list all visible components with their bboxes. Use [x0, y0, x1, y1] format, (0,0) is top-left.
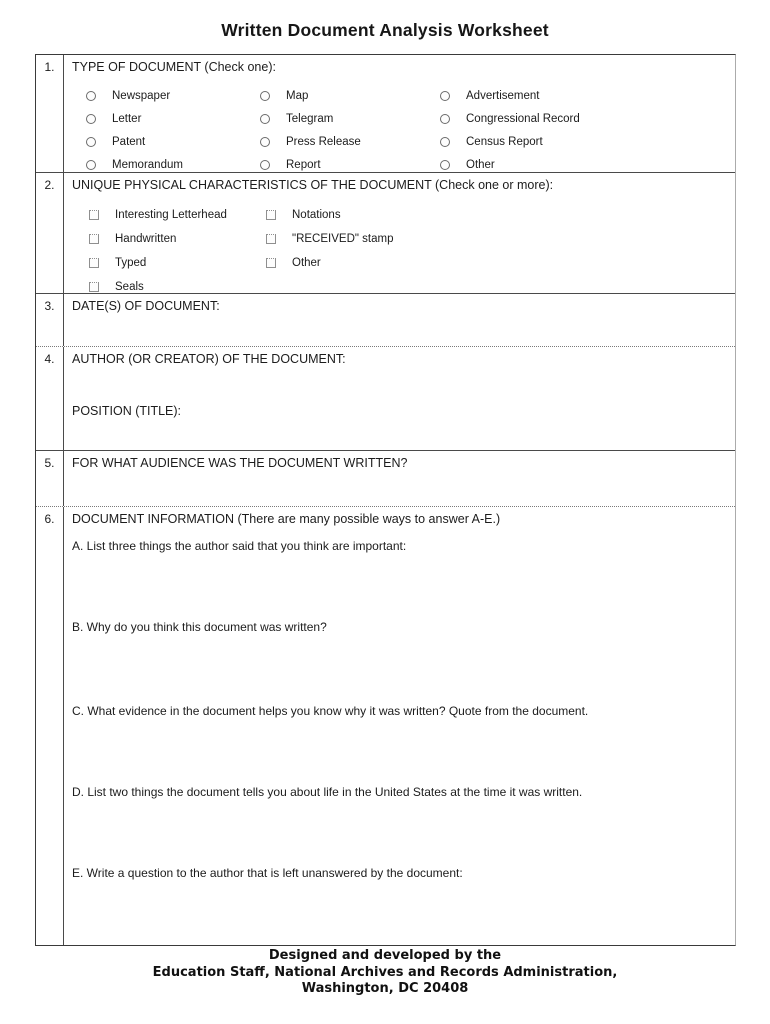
type-options-grid	[86, 84, 729, 176]
section-heading: DOCUMENT INFORMATION (There are many possible ways to answer A-E.)	[72, 512, 501, 526]
radio-label: Press Release	[286, 135, 361, 148]
checkbox-label: Interesting Letterhead	[115, 209, 227, 221]
checkbox-option-typed[interactable]	[89, 251, 266, 275]
characteristics-column-1	[89, 203, 266, 299]
checkbox-option-interesting-letterhead[interactable]	[89, 203, 266, 227]
radio-label: Patent	[112, 135, 146, 148]
radio-option-press-release[interactable]	[260, 130, 440, 153]
radio-label: Other	[466, 158, 495, 171]
page-title: Written Document Analysis Worksheet	[221, 20, 549, 40]
section-number: 1.	[36, 55, 64, 172]
radio-label: Memorandum	[112, 158, 183, 171]
radio-icon[interactable]	[86, 160, 96, 170]
radio-icon[interactable]	[86, 137, 96, 147]
radio-icon[interactable]	[260, 137, 270, 147]
answer-area-audience[interactable]	[64, 451, 735, 506]
radio-option-newspaper[interactable]	[86, 84, 260, 107]
section-heading: UNIQUE PHYSICAL CHARACTERISTICS OF THE DOCUMENT (Check one or more):	[72, 178, 554, 192]
radio-label: Map	[286, 89, 309, 102]
radio-option-map[interactable]	[260, 84, 440, 107]
radio-icon[interactable]	[86, 91, 96, 101]
checkbox-label: Typed	[115, 257, 147, 269]
checkbox-label: Notations	[292, 209, 341, 221]
radio-label: Telegram	[286, 112, 334, 125]
radio-icon[interactable]	[260, 91, 270, 101]
radio-option-census-report[interactable]	[440, 130, 580, 153]
section-number: 2.	[36, 173, 64, 293]
radio-icon[interactable]	[260, 160, 270, 170]
radio-label: Letter	[112, 112, 142, 125]
section-number: 5.	[36, 451, 64, 506]
question-e: E. Write a question to the author that is left unanswered by the document:	[72, 866, 463, 880]
answer-area-author[interactable]	[64, 347, 735, 450]
section-number: 3.	[36, 294, 64, 346]
checkbox-label: Other	[292, 257, 321, 269]
checkbox-icon[interactable]	[89, 234, 99, 244]
radio-icon[interactable]	[440, 160, 450, 170]
section-heading: FOR WHAT AUDIENCE WAS THE DOCUMENT WRITTEN?	[72, 456, 408, 470]
radio-label: Newspaper	[112, 89, 171, 102]
checkbox-icon[interactable]	[89, 258, 99, 268]
radio-option-letter[interactable]	[86, 107, 260, 130]
checkbox-option-other[interactable]	[266, 251, 393, 275]
section-audience	[36, 450, 735, 506]
radio-label: Report	[286, 158, 321, 171]
section-heading: AUTHOR (OR CREATOR) OF THE DOCUMENT:	[72, 352, 346, 366]
section-content	[64, 173, 735, 293]
characteristics-column-2	[266, 203, 393, 299]
radio-icon[interactable]	[440, 114, 450, 124]
checkbox-icon[interactable]	[89, 282, 99, 292]
checkbox-icon[interactable]	[266, 234, 276, 244]
section-document-information	[36, 506, 735, 945]
question-a: A. List three things the author said that you think are important:	[72, 539, 407, 553]
type-options-column-1	[86, 84, 260, 176]
question-c: C. What evidence in the document helps you know why it was written? Quote from the document.	[72, 704, 589, 718]
footer-line-3: Washington, DC 20408	[301, 981, 469, 996]
question-d: D. List two things the document tells you about life in the United States at the time it was written.	[72, 785, 583, 799]
section-type-of-document	[36, 55, 735, 172]
worksheet-table	[35, 54, 736, 946]
section-physical-characteristics	[36, 172, 735, 293]
type-options-column-3	[440, 84, 580, 176]
answer-area-document-information[interactable]	[64, 507, 735, 945]
checkbox-icon[interactable]	[266, 210, 276, 220]
characteristics-grid	[89, 203, 729, 299]
checkbox-option-notations[interactable]	[266, 203, 393, 227]
section-number: 4.	[36, 347, 64, 450]
radio-option-patent[interactable]	[86, 130, 260, 153]
section-content	[64, 55, 735, 172]
footer-line-1: Designed and developed by the	[268, 948, 502, 963]
question-b: B. Why do you think this document was written?	[72, 620, 327, 634]
checkbox-label: "RECEIVED" stamp	[292, 233, 394, 245]
section-subheading: POSITION (TITLE):	[72, 404, 182, 418]
radio-option-congressional-record[interactable]	[440, 107, 580, 130]
radio-option-telegram[interactable]	[260, 107, 440, 130]
type-options-column-2	[260, 84, 440, 176]
checkbox-icon[interactable]	[266, 258, 276, 268]
radio-option-advertisement[interactable]	[440, 84, 580, 107]
radio-label: Advertisement	[466, 89, 540, 102]
section-heading: TYPE OF DOCUMENT (Check one):	[72, 60, 276, 74]
section-heading: DATE(S) OF DOCUMENT:	[72, 299, 220, 313]
radio-label: Census Report	[466, 135, 543, 148]
radio-icon[interactable]	[440, 137, 450, 147]
section-dates	[36, 293, 735, 346]
checkbox-option-received-stamp[interactable]	[266, 227, 393, 251]
checkbox-label: Seals	[115, 281, 144, 293]
section-author	[36, 346, 735, 450]
checkbox-option-handwritten[interactable]	[89, 227, 266, 251]
radio-icon[interactable]	[86, 114, 96, 124]
checkbox-icon[interactable]	[89, 210, 99, 220]
answer-area-dates[interactable]	[64, 294, 735, 346]
radio-icon[interactable]	[440, 91, 450, 101]
checkbox-label: Handwritten	[115, 233, 177, 245]
section-number: 6.	[36, 507, 64, 945]
radio-label: Congressional Record	[466, 112, 580, 125]
footer-credit	[0, 948, 770, 998]
radio-icon[interactable]	[260, 114, 270, 124]
footer-line-2: Education Staff, National Archives and Records Administration,	[152, 964, 618, 980]
